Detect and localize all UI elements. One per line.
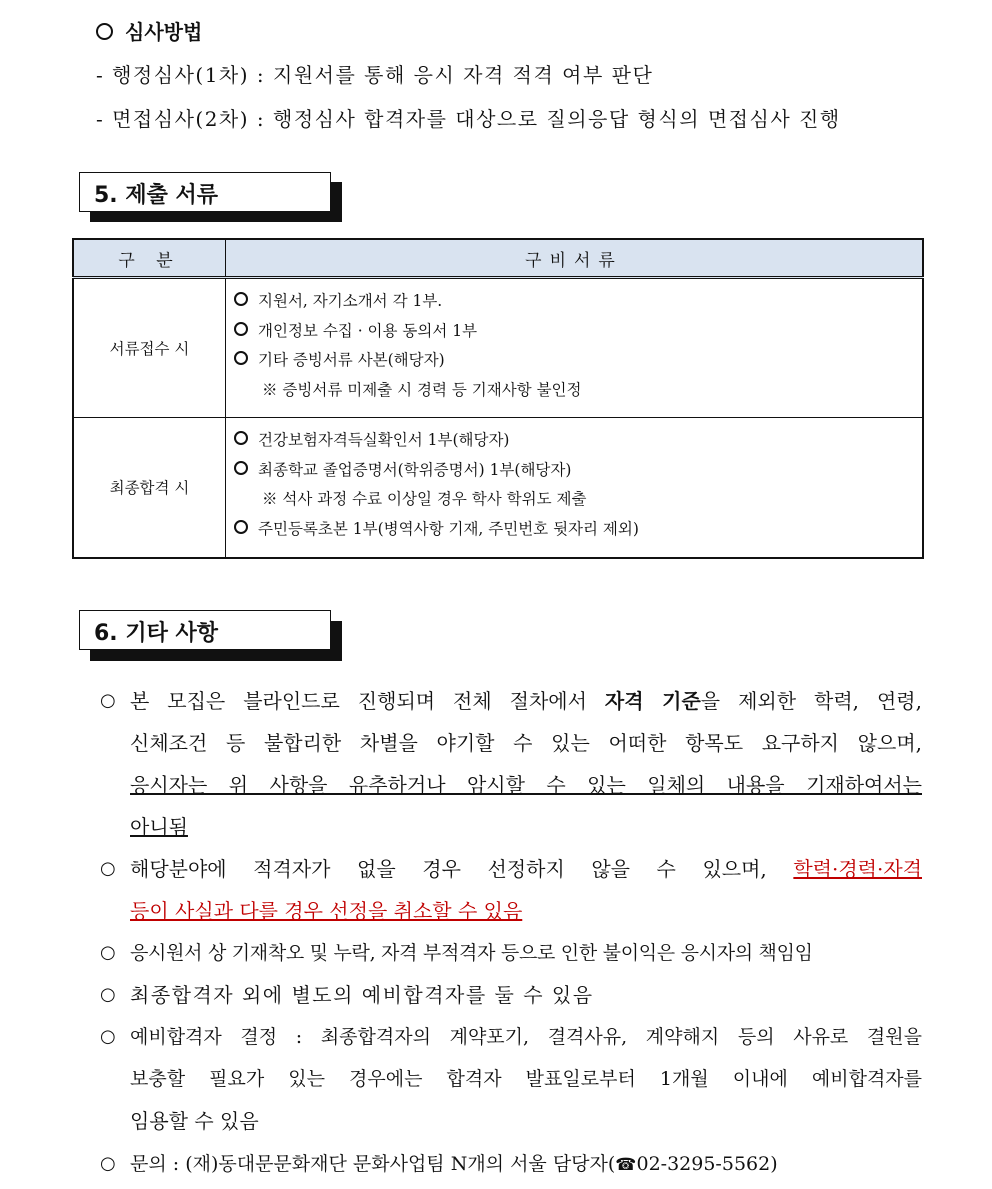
table-row [73, 418, 923, 558]
qualification-standard-text: 자격 기준 [604, 689, 701, 713]
circle-bullet-icon [234, 431, 248, 445]
circle-bullet-icon: ○ [100, 984, 116, 1005]
circle-bullet-icon [234, 322, 248, 336]
note-reserve-decision: 예비합격자 결정 : 최종합격자의 계약포기, 결격사유, 계약해지 등의 사유로 결원을 보충할 필요가 있는 경우에는 합격자 발표일로부터 1개월 이내에 예비합격자를 임용할 수 있음 [130, 1026, 922, 1133]
note-contact: 문의 : (재)동대문문화재단 문화사업팀 N개의 서울 담당자(☎02-3295-5562) [130, 1153, 778, 1175]
list-item: 개인정보 수집 · 이용 동의서 1부 [232, 317, 916, 347]
circle-bullet-icon [96, 23, 113, 40]
list-item: 기타 증빙서류 사본(해당자) [232, 346, 916, 376]
note-no-qualified: 해당분야에 적격자가 없을 경우 선정하지 않을 수 있으며, 학력·경력·자격 등이 사실과 다를 경우 선정을 취소할 수 있음 [130, 857, 922, 923]
col-docs-header: 구비서류 [226, 239, 924, 278]
row-documents [226, 278, 924, 418]
row-category: 서류접수 시 [73, 278, 226, 418]
circle-bullet-icon [234, 520, 248, 534]
circle-bullet-icon: ○ [100, 690, 116, 711]
table-header-row [73, 239, 923, 278]
col-category-header: 구 분 [73, 239, 226, 278]
circle-bullet-icon [234, 292, 248, 306]
list-note: ※ 증빙서류 미제출 시 경력 등 기재사항 불인정 [262, 380, 582, 399]
circle-bullet-icon: ○ [100, 858, 116, 879]
documents-table [72, 238, 924, 559]
circle-bullet-icon [234, 351, 248, 365]
table-row [73, 278, 923, 418]
note-applicant-responsibility: 응시원서 상 기재착오 및 누락, 자격 부적격자 등으로 인한 불이익은 응시자의 책임임 [130, 942, 813, 964]
section5-title: 5. 제출 서류 [79, 172, 331, 212]
list-item: 주민등록초본 1부(병역사항 기재, 주민번호 뒷자리 제외) [232, 515, 916, 545]
list-note: ※ 석사 과정 수료 이상일 경우 학사 학위도 제출 [262, 490, 587, 508]
row-category: 최종합격 시 [73, 418, 226, 558]
review-item-2: - 면접심사(2차) : 행정심사 합격자를 대상으로 질의응답 형식의 면접심사 진행 [96, 107, 841, 131]
circle-bullet-icon: ○ [100, 1026, 116, 1047]
list-item: 건강보험자격득실확인서 1부(해당자) [232, 426, 916, 456]
phone-icon: ☎ [615, 1155, 637, 1175]
circle-bullet-icon [234, 461, 248, 475]
list-item: 최종학교 졸업증명서(학위증명서) 1부(해당자) [232, 456, 916, 486]
contact-phone: 02-3295-5562) [636, 1153, 778, 1175]
section6-title: 6. 기타 사항 [79, 610, 331, 650]
review-method-heading: 심사방법 [96, 16, 202, 45]
list-item: 지원서, 자기소개서 각 1부. [232, 287, 916, 317]
circle-bullet-icon: ○ [100, 1153, 116, 1174]
circle-bullet-icon: ○ [100, 942, 116, 963]
note-blind-recruitment: 본 모집은 블라인드로 진행되며 전체 절차에서 자격 기준을 제외한 학력, 연령, 신체조건 등 불합리한 차별을 야기할 수 있는 어떠한 항목도 요구하지 않으며, 응시자는 위 사항을 유추하거나 암시할 수 있는 일체의 내용을 기재하여서는 아니됨 [130, 689, 922, 839]
note-reserve-candidates: 최종합격자 외에 별도의 예비합격자를 둘 수 있음 [130, 983, 594, 1007]
review-item-1: - 행정심사(1차) : 지원서를 통해 응시 자격 적격 여부 판단 [96, 63, 654, 87]
row-documents [226, 418, 924, 558]
